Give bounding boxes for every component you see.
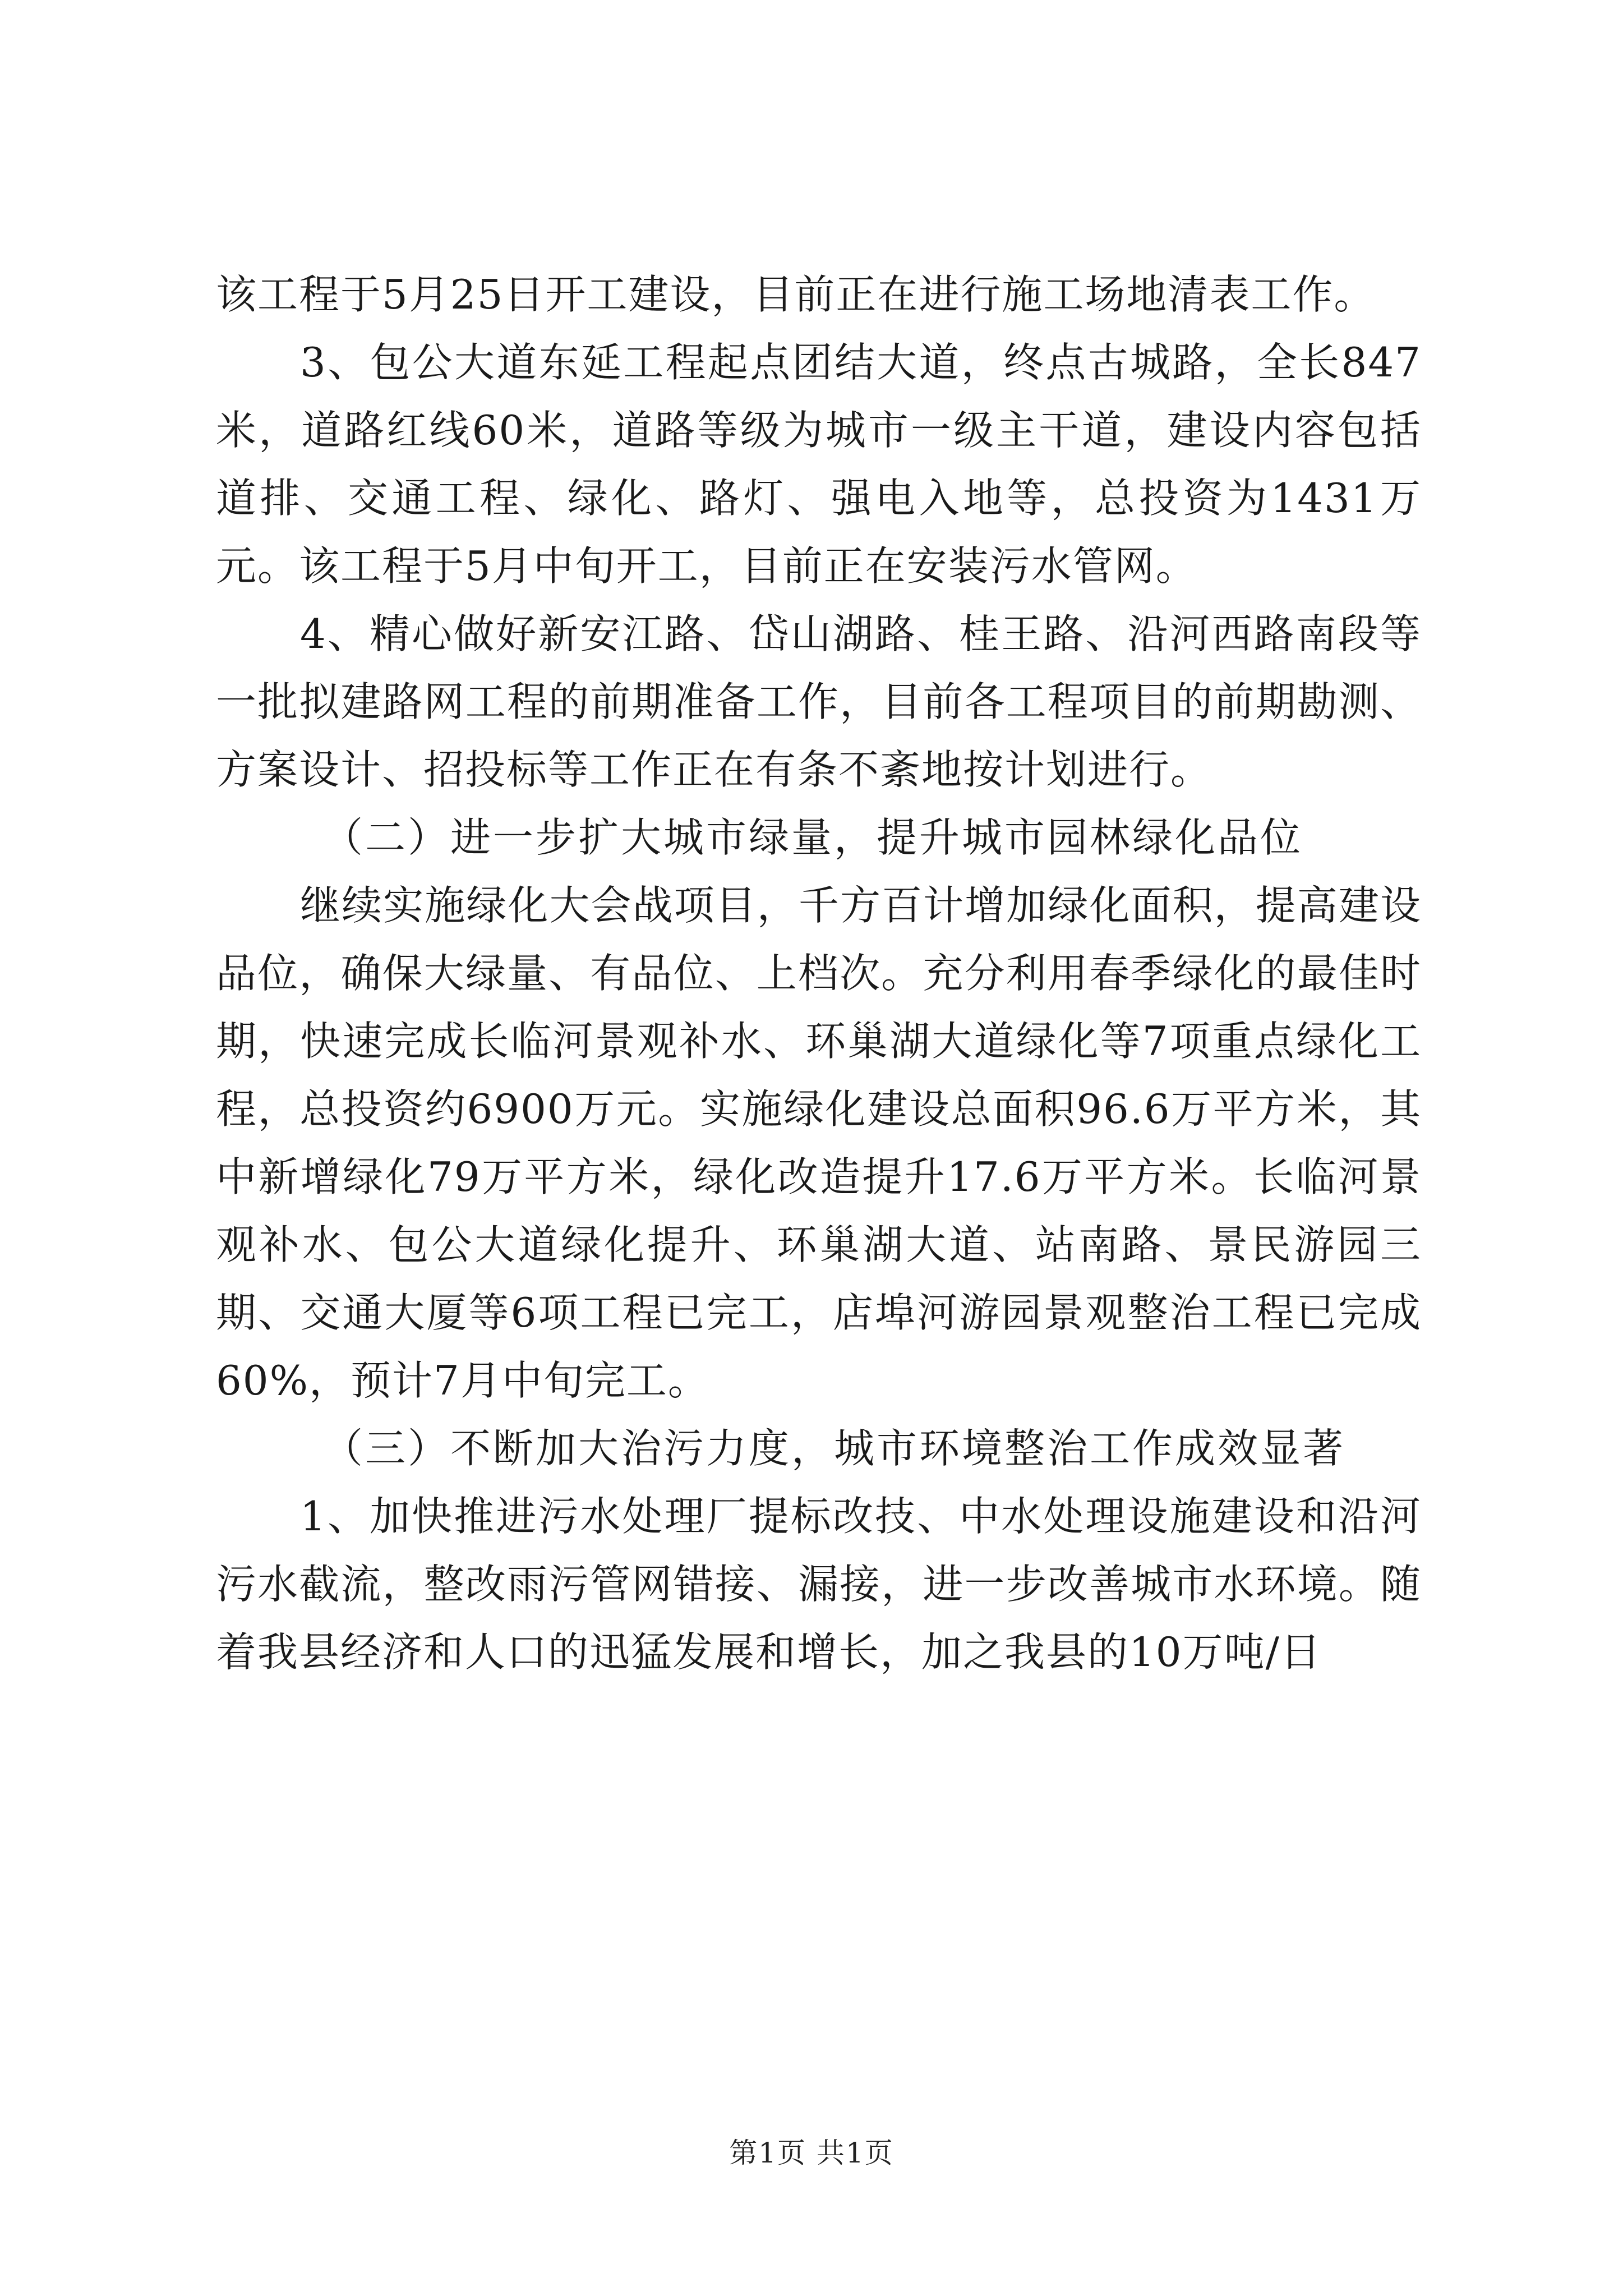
paragraph-item-3: 3、包公大道东延工程起点团结大道，终点古城路，全长847米，道路红线60米，道路等级为城市一级主干道，建设内容包括道排、交通工程、绿化、路灯、强电入地等，总投资为1431万元。该工程于5月中旬开工，目前正在安装污水管网。	[216, 339, 1422, 590]
paragraph-item-4: 4、精心做好新安江路、岱山湖路、桂王路、沿河西路南段等一批拟建路网工程的前期准备工作，目前各工程项目的前期勘测、方案设计、招投标等工作正在有条不紊地按计划进行。	[216, 610, 1422, 793]
section-heading-3: （三）不断加大治污力度，城市环境整治工作成效显著	[322, 1425, 1346, 1472]
section-heading-2: （二）进一步扩大城市绿量，提升城市园林绿化品位	[322, 814, 1303, 861]
paragraph-pollution-1: 1、加快推进污水处理厂提标改技、中水处理设施建设和沿河污水截流，整改雨污管网错接、漏接，进一步改善城市水环境。随着我县经济和人口的迅猛发展和增长，加之我县的10万吨/日	[216, 1493, 1422, 1676]
paragraph-continuation: 该工程于5月25日开工建设，目前正在进行施工场地清表工作。	[216, 271, 1376, 318]
document-body	[216, 261, 1422, 1686]
page-footer: 第1页 共1页	[729, 2137, 894, 2169]
paragraph-greening: 继续实施绿化大会战项目，千方百计增加绿化面积，提高建设品位，确保大绿量、有品位、上档次。充分利用春季绿化的最佳时期，快速完成长临河景观补水、环巢湖大道绿化等7项重点绿化工程，总投资约6900万元。实施绿化建设总面积96.6万平方米，其中新增绿化79万平方米，绿化改造提升17.6万平方米。长临河景观补水、包公大道绿化提升、环巢湖大道、站南路、景民游园三期、交通大厦等6项工程已完工，店埠河游园景观整治工程已完成60%，预计7月中旬完工。	[216, 882, 1422, 1404]
